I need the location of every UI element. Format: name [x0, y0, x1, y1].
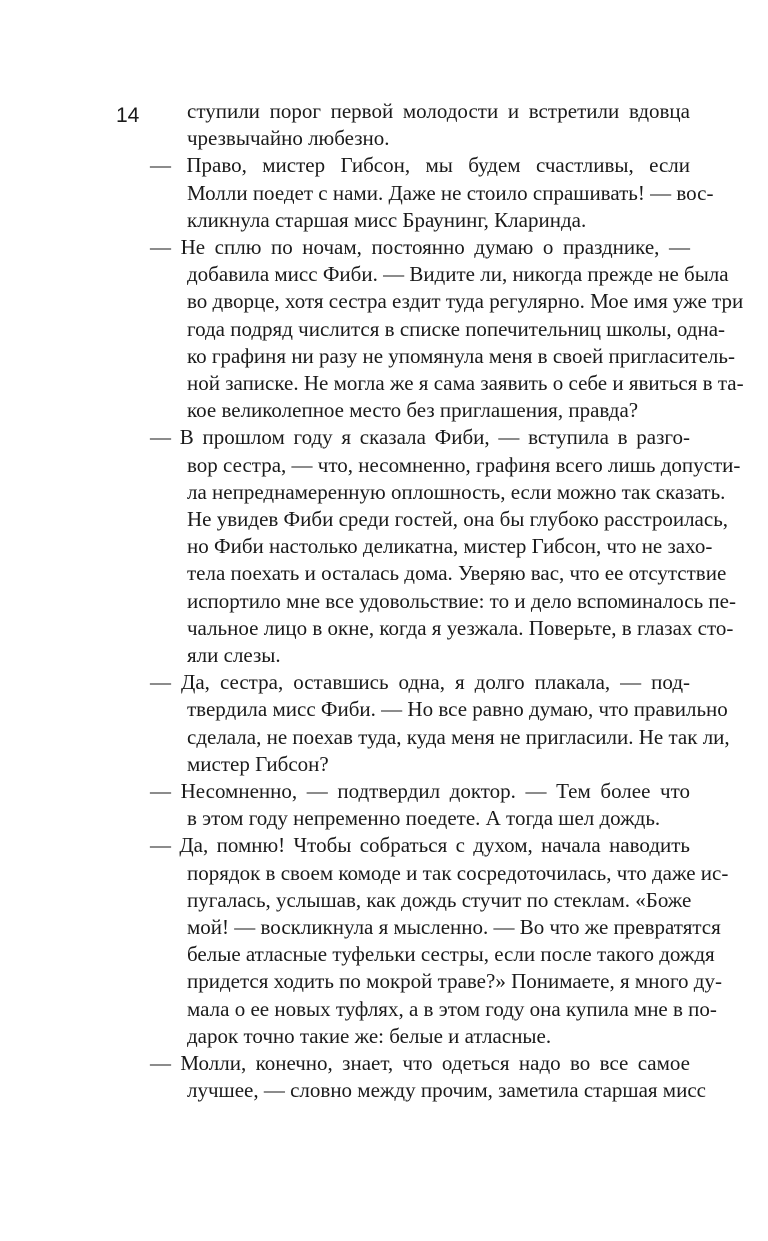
text-line: чальное лицо в окне, когда я уезжала. Поверьте, в глазах сто- [187, 615, 734, 640]
text-line: — Не сплю по ночам, постоянно думаю о празднике, — [150, 235, 690, 259]
text-line: — Да, помню! Чтобы собраться с духом, начала наводить [150, 833, 690, 858]
text-line: Не увидев Фиби среди гостей, она бы глубоко расстроилась, [187, 507, 729, 531]
text-line: порядок в своем комоде и так сосредоточилась, что даже ис- [187, 860, 729, 885]
text-line: сделала, не поехав туда, куда меня не пригласили. Не так ли, [187, 724, 730, 749]
text-line: лучшее, — словно между прочим, заметила старшая мисс [187, 1078, 706, 1103]
text-line: испортило мне все удовольствие: то и дело вспоминалось пе- [187, 588, 736, 613]
text-line: кое великолепное место без приглашения, правда? [187, 398, 639, 423]
text-line: твердила мисс Фиби. — Но все равно думаю, что правильно [187, 697, 728, 722]
text-line: пугалась, услышав, как дождь стучит по стеклам. «Боже [187, 887, 692, 912]
text-line: яли слезы. [187, 643, 281, 667]
text-line: во дворце, хотя сестра ездит туда регулярно. Мое имя уже три [187, 289, 744, 314]
text-line: дарок точно такие же: белые и атласные. [187, 1023, 552, 1048]
text-line: вор сестра, — что, несомненно, графиня всего лишь допусти- [187, 452, 741, 477]
text-line: — Право, мистер Гибсон, мы будем счастливы, если [150, 153, 690, 178]
text-line: мой! — воскликнула я мысленно. — Во что же превратятся [187, 915, 721, 939]
text-line: — Да, сестра, оставшись одна, я долго плакала, — под- [150, 670, 690, 695]
text-line: придется ходить по мокрой траве?» Понимаете, я много ду- [187, 969, 722, 994]
text-line: мистер Гибсон? [187, 751, 329, 776]
text-line: ко графиня ни разу не упомянула меня в своей пригласитель- [187, 343, 735, 368]
page-number: 14 [116, 104, 140, 127]
text-line: но Фиби настолько деликатна, мистер Гибсон, что не захо- [187, 534, 713, 559]
text-line: чрезвычайно любезно. [187, 126, 390, 151]
text-line: — Молли, конечно, знает, что одеться надо во все самое [150, 1051, 690, 1075]
text-line: — Несомненно, — подтвердил доктор. — Тем более что [150, 779, 690, 803]
text-line: белые атласные туфельки сестры, если после такого дождя [187, 942, 715, 967]
text-line: года подряд числится в списке попечительниц школы, одна- [187, 316, 726, 341]
text-line: Молли поедет с нами. Даже не стоило спрашивать! — вос- [187, 180, 714, 205]
text-line: кликнула старшая мисс Браунинг, Кларинда. [187, 207, 587, 232]
text-line: ла непреднамеренную оплошность, если можно так сказать. [187, 479, 726, 504]
text-line: мала о ее новых туфлях, а в этом году она купила мне в по- [187, 996, 717, 1021]
text-line: — В прошлом году я сказала Фиби, — вступила в разго- [150, 425, 690, 450]
text-line: ной записке. Не могла же я сама заявить о себе и явиться в та- [187, 371, 744, 395]
text-line: добавила мисс Фиби. — Видите ли, никогда прежде не была [187, 262, 729, 287]
text-line: ступили порог первой молодости и встретили вдовца [187, 99, 690, 123]
text-line: в этом году непременно поедете. А тогда шел дождь. [187, 806, 661, 831]
text-line: тела поехать и осталась дома. Уверяю вас, что ее отсутствие [187, 561, 727, 586]
